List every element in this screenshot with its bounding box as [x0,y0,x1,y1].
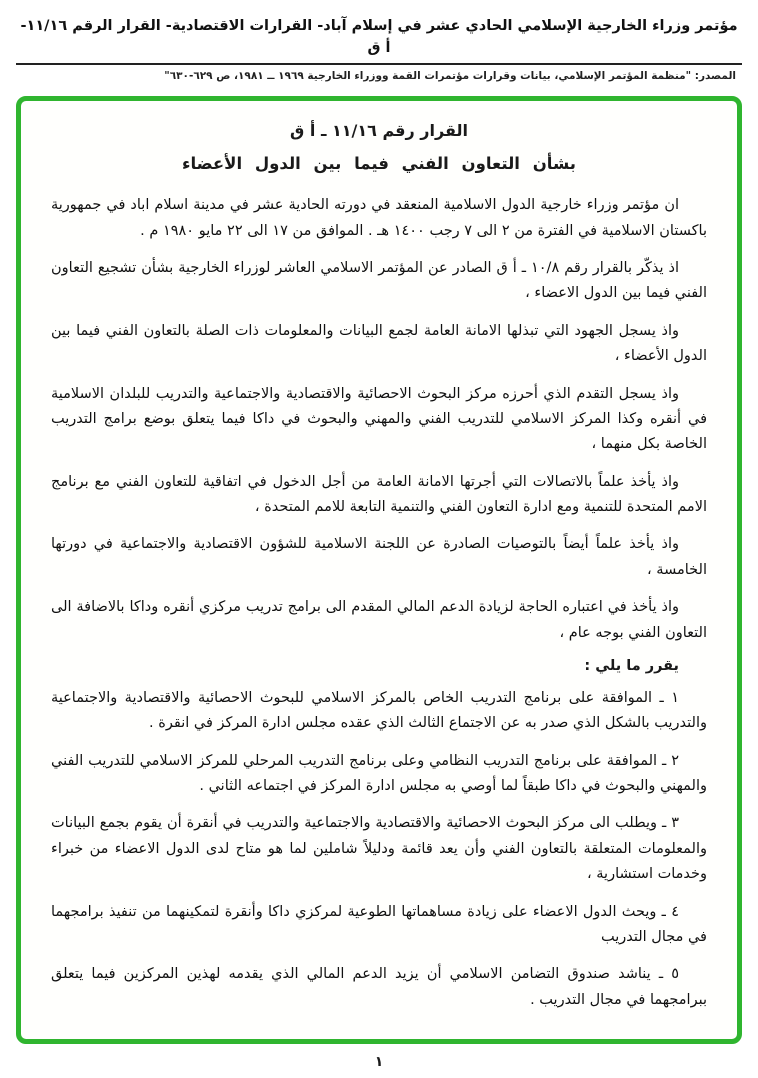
decides-label: يقرر ما يلي : [584,657,679,674]
decision-item-5: ٥ ـ يناشد صندوق التضامن الاسلامي أن يزيد الدعم المالي الذي يقدمه لهذين المركزين فيما يتعلق ببرامجهما في مجال التدريب . [51,966,707,1008]
preamble-paragraph-7: واذ يأخذ في اعتباره الحاجة لزيادة الدعم المالي المقدم الى برامج تدريب مركزي أنقره وداكا بالاضافة الى التعاون الفني بوجه عام ، [51,599,707,641]
preamble-paragraph-3: واذ يسجل الجهود التي تبذلها الامانة العامة لجمع البيانات والمعلومات ذات الصلة بالتعاون الفني فيما بين الدول الأعضاء ، [51,322,707,365]
preamble-paragraph-2: اذ يذكّر بالقرار رقم ١٠/٨ ـ أ ق الصادر عن المؤتمر الاسلامي العاشر لوزراء الخارجية بشأن تشجيع التعاون الفني فيما بين الدول الاعضاء ، [51,260,707,302]
decision-item-3: ٣ ـ ويطلب الى مركز البحوث الاحصائية والاقتصادية والاجتماعية والتدريب في أنقرة أن يقوم بجمع البيانات والمعلومات المتعلقة بالتعاون الفني وأن يعد قائمة ودليلاً شاملين لما هو متاح لدى الدول الاعضاء من خبراء وخدمات استشارية ، [51,815,707,883]
document-source-line: المصدر: "منظمة المؤتمر الإسلامي، بيانات وقرارات مؤتمرات القمة ووزراء الخارجية ١٩٦٩ ــ ١٩٨١، ص ٦٢٩-٦٣٠" [164,69,736,82]
decision-item-2: ٢ ـ الموافقة على برنامج التدريب النظامي وعلى برنامج التدريب المرحلي للمركز الاسلامي للتدريب الفني والمهني والبحوث في داكا طبقاً لما أوصي به مجلس ادارة المركز في اجتماعه الثاني . [51,752,707,794]
document-header-title: مؤتمر وزراء الخارجية الإسلامي الحادي عشر في إسلام آباد- القرارات الاقتصادية- القرار الرقم ١١/١٦- أ ق [16,16,742,65]
preamble-paragraph-1: ان مؤتمر وزراء خارجية الدول الاسلامية المنعقد في دورته الحادية عشر في مدينة اسلام اباد في جمهورية باكستان الاسلامية في الفترة من ٢ الى ٧ رجب ١٤٠٠ هـ . الموافق من ١٧ الى ٢٢ مايو ١٩٨٠ م . [51,197,707,239]
decision-item-4: ٤ ـ ويحث الدول الاعضاء على زيادة مساهماتها الطوعية لمركزي داكا وأنقرة لتمكينهما من تنفيذ برامجهما في مجال التدريب [51,903,707,945]
page-number: ١ [374,1054,384,1070]
preamble-paragraph-6: واذ يأخذ علماً أيضاً بالتوصيات الصادرة عن اللجنة الاسلامية للشؤون الاقتصادية والاجتماعية في دورتها الخامسة ، [51,536,707,578]
preamble-paragraph-5: واذ يأخذ علماً بالاتصالات التي أجرتها الامانة العامة من أجل الدخول في اتفاقية للتعاون الفني مع برنامج الامم المتحدة للتنمية ومع ادارة التعاون الفني والتنمية التابعة للامم المتحدة ، [51,473,707,515]
preamble-paragraph-4: واذ يسجل التقدم الذي أحرزه مركز البحوث الاحصائية والاقتصادية والاجتماعية والتدريب للبلدان الاسلامية في أنقره وكذا المركز الاسلامي للتدريب الفني والمهني والبحوث في داكا فيما يتعلق بوضع برامج التدريب الخاصة بكل منهما ، [51,385,707,453]
resolution-box [16,96,742,1044]
decision-item-1: ١ ـ الموافقة على برنامج التدريب الخاص بالمركز الاسلامي للبحوث الاحصائية والاقتصادية والاجتماعية والتدريب بالشكل الذي صدر به عن الاجتماع الثالث الذي عقده مجلس ادارة المركز في انقرة . [51,689,707,732]
resolution-subtitle: بشأن التعاون الفني فيما بين الدول الأعضاء [182,154,576,174]
resolution-title: القرار رقم ١١/١٦ ـ أ ق [290,121,468,141]
